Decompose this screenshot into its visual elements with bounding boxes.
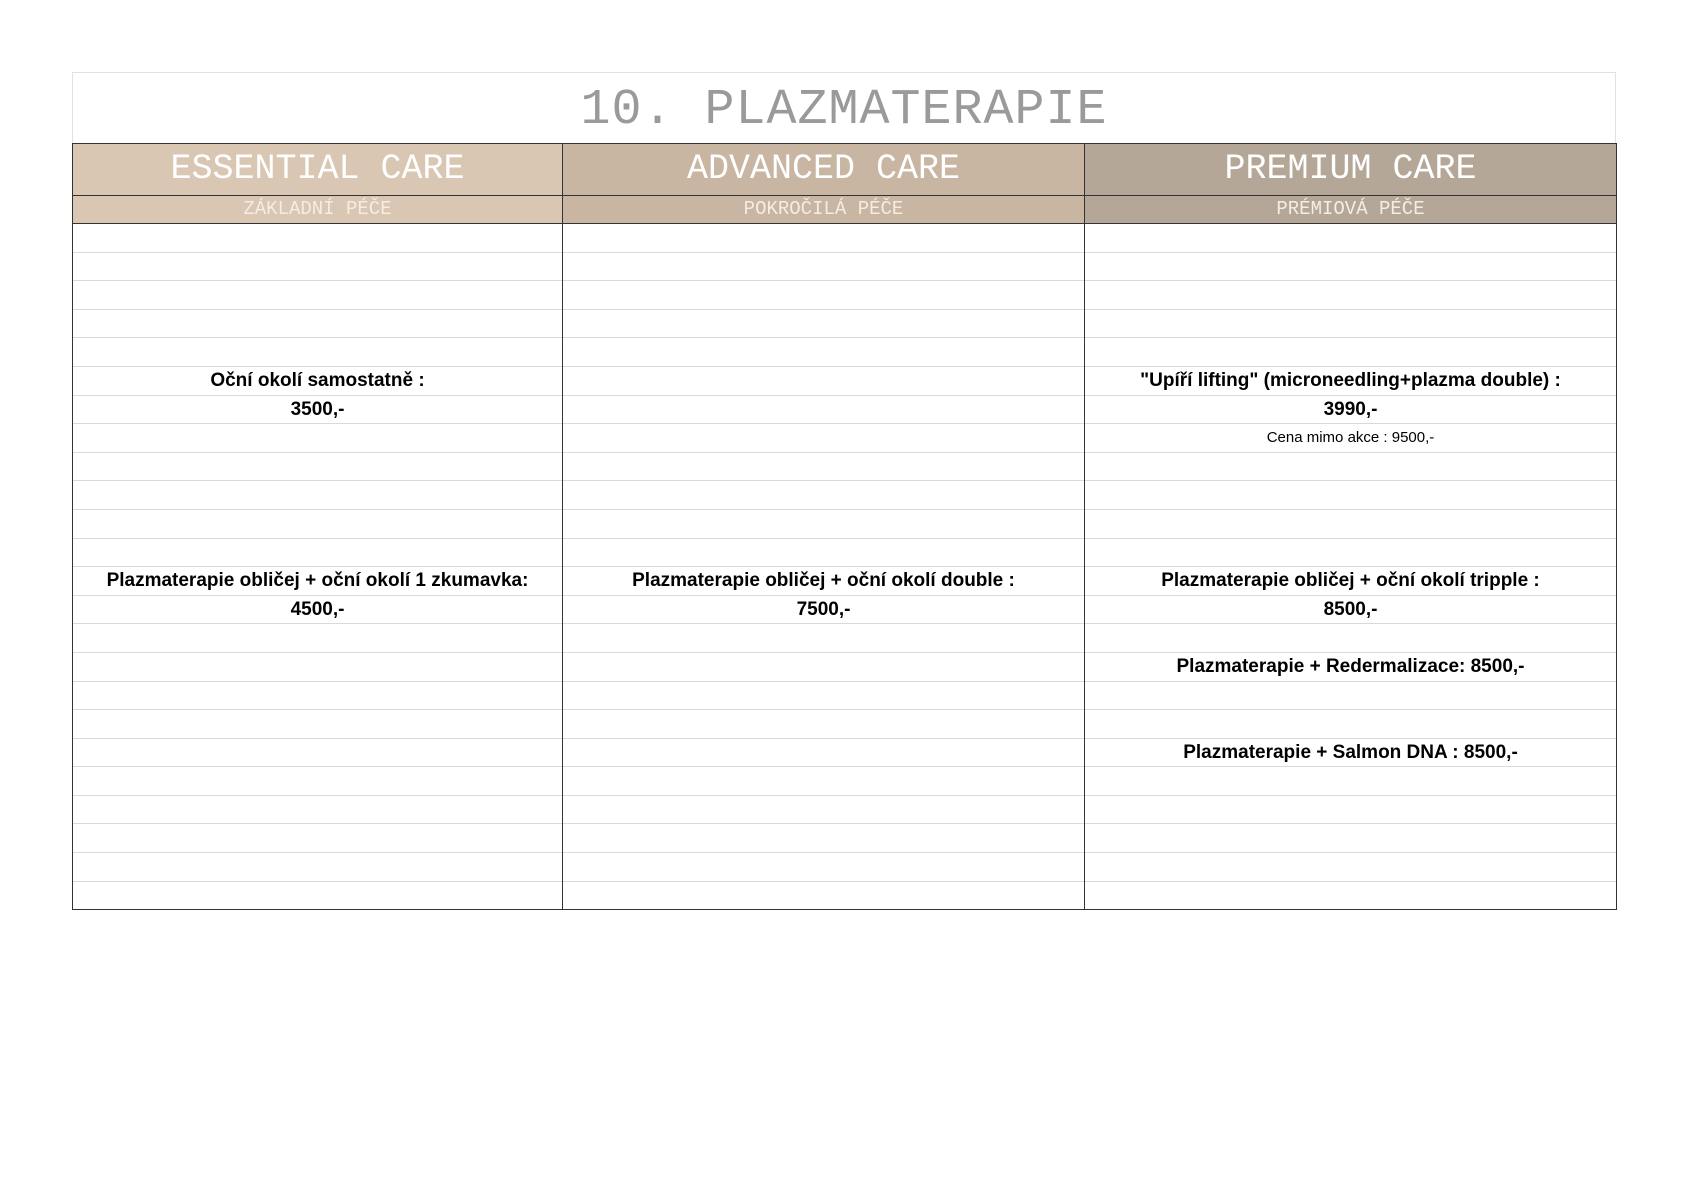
table-row [73,452,1617,481]
table-row [73,509,1617,538]
advanced-face-label: Plazmaterapie obličej + oční okolí double : [563,567,1085,596]
essential-face-label: Plazmaterapie obličej + oční okolí 1 zkumavka: [73,567,563,596]
essential-face-price: 4500,- [73,595,563,624]
table-row [73,738,1617,767]
table-row [73,681,1617,710]
essential-eye-price: 3500,- [73,395,563,424]
table-row [73,252,1617,281]
advanced-care-header: ADVANCED CARE [563,144,1085,196]
premium-vampire-label: "Upíří lifting" (microneedling+plazma double) : [1085,366,1617,395]
table-row [73,281,1617,310]
page-title: 10. PLAZMATERAPIE [580,82,1108,139]
essential-eye-label: Oční okolí samostatně : [73,366,563,395]
table-row [73,595,1617,624]
table-row [73,224,1617,253]
table-row [73,824,1617,853]
table-row [73,366,1617,395]
table-row [73,481,1617,510]
premium-face-price: 8500,- [1085,595,1617,624]
table-row [73,309,1617,338]
table-row [73,424,1617,453]
essential-care-header: ESSENTIAL CARE [73,144,563,196]
table-row [73,710,1617,739]
price-sheet [72,72,1616,910]
table-row [73,338,1617,367]
premium-redermal: Plazmaterapie + Redermalizace: 8500,- [1085,652,1617,681]
table-row [73,767,1617,796]
table-row [73,881,1617,910]
premium-salmon: Plazmaterapie + Salmon DNA : 8500,- [1085,738,1617,767]
table-row [73,538,1617,567]
title-row [72,72,1616,143]
table-row [73,853,1617,882]
advanced-care-subheader: POKROČILÁ PÉČE [563,196,1085,224]
table-row [73,567,1617,596]
advanced-face-price: 7500,- [563,595,1085,624]
premium-face-label: Plazmaterapie obličej + oční okolí tripple : [1085,567,1617,596]
essential-care-subheader: ZÁKLADNÍ PÉČE [73,196,563,224]
table-row [73,795,1617,824]
table-row [73,395,1617,424]
premium-care-header: PREMIUM CARE [1085,144,1617,196]
premium-vampire-price: 3990,- [1085,395,1617,424]
table-row [73,624,1617,653]
table-row [73,652,1617,681]
premium-vampire-note: Cena mimo akce : 9500,- [1085,424,1617,453]
price-table [72,143,1617,910]
premium-care-subheader: PRÉMIOVÁ PÉČE [1085,196,1617,224]
